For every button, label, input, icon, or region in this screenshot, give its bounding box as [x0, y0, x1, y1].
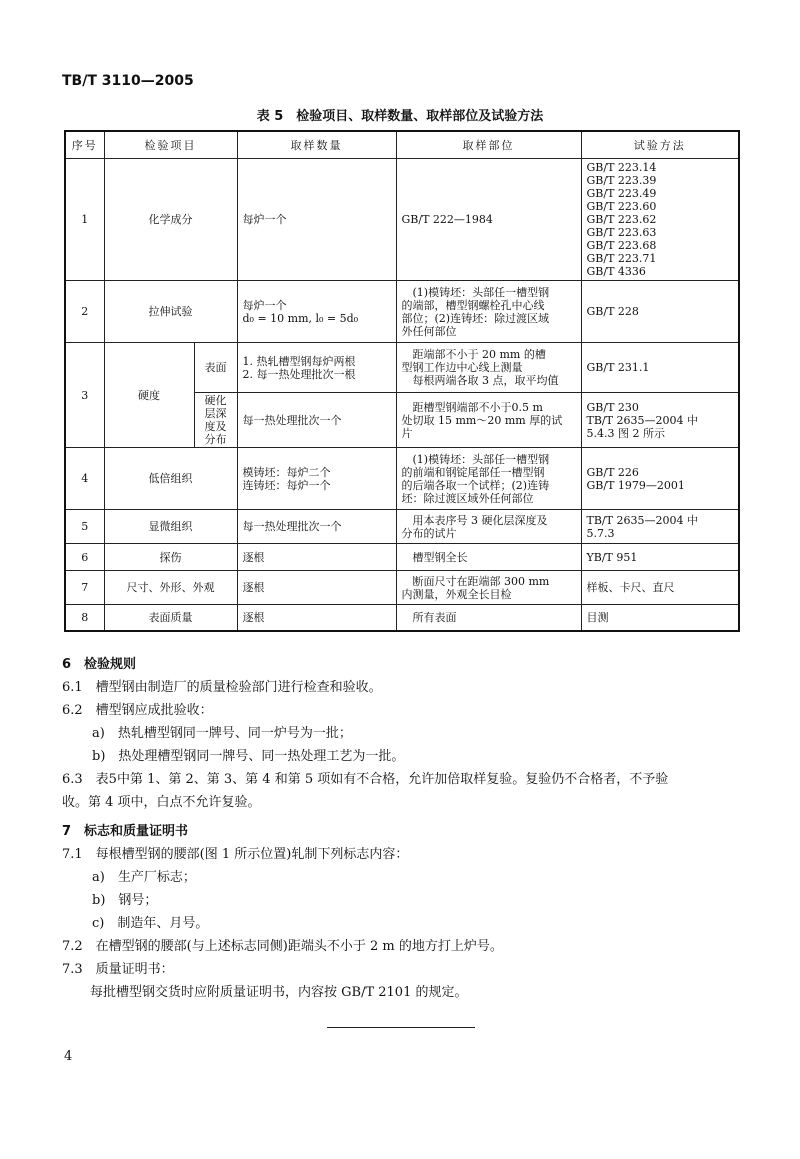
test-method — [581, 343, 739, 393]
item-group: 硬度 — [104, 343, 194, 448]
sample-location-line: GB/T 222—1984 — [401, 213, 493, 226]
test-method-line: GB/T 223.68 — [586, 239, 657, 252]
table-row — [65, 571, 739, 605]
sample-quantity — [237, 448, 396, 510]
sample-location — [396, 281, 581, 343]
sample-location-line: (1)模铸坯：头部任一槽型钢 — [401, 452, 550, 466]
test-method-line: 5.7.3 — [586, 526, 615, 540]
clause-7-3-text: 每批槽型钢交货时应附质量证明书，内容按 GB/T 2101 的规定。 — [90, 984, 468, 1000]
sample-location-line: 的端部，槽型钢螺栓孔中心线 — [401, 298, 545, 312]
table-header-row — [65, 131, 739, 159]
section-6-heading: 6 检验规则 — [62, 656, 137, 672]
test-method-line: GB/T 223.49 — [586, 187, 657, 200]
test-method — [581, 544, 739, 571]
table-row — [65, 605, 739, 631]
column-header: 取样部位 — [396, 131, 581, 159]
column-header: 取样数量 — [237, 131, 396, 159]
clause-7-3: 7.3 质量证明书： — [62, 961, 174, 977]
inspection-item: 表面质量 — [104, 605, 237, 631]
sample-location — [396, 605, 581, 631]
sample-location-line: 外任何部位 — [401, 324, 457, 338]
clause-7-2: 7.2 在槽型钢的腰部(与上述标志同侧)距端头不小于 2 m 的地方打上炉号。 — [62, 938, 503, 954]
inspection-item: 硬化层深度及分布 — [194, 393, 237, 448]
clause-6-2: 6.2 槽型钢应成批验收： — [62, 702, 213, 718]
sample-quantity — [237, 571, 396, 605]
column-header: 序号 — [65, 131, 104, 159]
test-method-line: 样板、卡尺、直尺 — [586, 581, 675, 594]
test-method — [581, 571, 739, 605]
row-number: 3 — [65, 343, 104, 448]
sample-quantity-line: 模铸坯：每炉二个 — [242, 465, 331, 479]
sample-location-line: 片 — [401, 426, 413, 440]
sample-location — [396, 393, 581, 448]
sample-location-line: 的前端和钢锭尾部任一槽型钢 — [401, 465, 545, 479]
row-number: 7 — [65, 571, 104, 605]
sample-location-line: 断面尺寸在距端部 300 mm — [401, 574, 550, 588]
test-method-line: GB/T 223.62 — [586, 213, 657, 226]
row-number: 8 — [65, 605, 104, 631]
sample-location — [396, 510, 581, 544]
table-row — [65, 544, 739, 571]
test-method-line: GB/T 1979—2001 — [586, 478, 685, 492]
clause-6-3-cont: 收。第 4 项中，白点不允许复验。 — [62, 794, 261, 810]
sample-location-line: 所有表面 — [401, 610, 457, 624]
sample-location-line: 型钢工作边中心线上测量 — [401, 361, 523, 374]
row-number: 5 — [65, 510, 104, 544]
inspection-item: 显微组织 — [104, 510, 237, 544]
sample-location-line: 内测量，外观全长目检 — [401, 587, 512, 601]
test-method-line: YB/T 951 — [586, 550, 638, 564]
sample-location-line: 分布的试片 — [401, 526, 457, 540]
sample-quantity — [237, 281, 396, 343]
sample-quantity-line: 每一热处理批次一个 — [242, 413, 342, 427]
sample-quantity — [237, 605, 396, 631]
test-method-line: 5.4.3 图 2 所示 — [586, 426, 665, 440]
table-row — [65, 510, 739, 544]
test-method — [581, 159, 739, 281]
row-number: 6 — [65, 544, 104, 571]
inspection-item: 探伤 — [104, 544, 237, 571]
test-method-line: GB/T 228 — [586, 305, 639, 318]
clause-6-1: 6.1 槽型钢由制造厂的质量检验部门进行检查和验收。 — [62, 679, 382, 695]
sample-quantity-line: 逐根 — [242, 550, 265, 564]
sample-quantity — [237, 544, 396, 571]
sample-location-line: 距端部不小于 20 mm 的槽 — [401, 348, 546, 361]
sample-location — [396, 544, 581, 571]
sample-quantity — [237, 343, 396, 393]
clause-6-2-a: a) 热轧槽型钢同一牌号、同一炉号为一批； — [92, 725, 352, 741]
column-header: 试验方法 — [581, 131, 739, 159]
sample-quantity-line: 每炉一个 — [242, 298, 287, 312]
row-number: 2 — [65, 281, 104, 343]
test-method-line: GB/T 223.60 — [586, 200, 657, 213]
sample-quantity — [237, 159, 396, 281]
sample-location — [396, 159, 581, 281]
sample-location-line: 处切取 15 mm～20 mm 厚的试 — [401, 413, 563, 427]
inspection-item: 表面 — [194, 343, 237, 393]
table-row — [65, 343, 739, 393]
clause-7-1-c: c) 制造年、月号。 — [92, 915, 209, 931]
row-number: 1 — [65, 159, 104, 281]
test-method — [581, 605, 739, 631]
table-row — [65, 159, 739, 281]
sample-location-line: 坯：除过渡区域外任何部位 — [401, 491, 534, 505]
table-row — [65, 448, 739, 510]
sample-quantity-line: 逐根 — [242, 610, 265, 624]
test-method-line: GB/T 226 — [586, 465, 639, 479]
standard-header: TB/T 3110—2005 — [62, 73, 194, 89]
sample-quantity-line: d₀ = 10 mm, l₀ = 5d₀ — [242, 311, 359, 325]
sample-location — [396, 571, 581, 605]
sample-quantity — [237, 510, 396, 544]
table-row — [65, 281, 739, 343]
column-header: 检验项目 — [104, 131, 237, 159]
sample-location — [396, 448, 581, 510]
sample-location-line: 槽型钢全长 — [401, 550, 468, 564]
sample-quantity — [237, 393, 396, 448]
clause-7-1-b: b) 钢号； — [92, 892, 158, 908]
sample-quantity-line: 1. 热轧槽型钢每炉两根 — [242, 354, 356, 368]
test-method-line: TB/T 2635—2004 中 — [586, 513, 698, 527]
sample-location-line: 每根两端各取 3 点，取平均值 — [401, 374, 559, 387]
test-method — [581, 393, 739, 448]
sample-location-line: 距槽型钢端部不小于0.5 m — [401, 400, 543, 414]
inspection-item: 化学成分 — [104, 159, 237, 281]
test-method-line: GB/T 223.39 — [586, 174, 657, 187]
sample-quantity-line: 每一热处理批次一个 — [242, 520, 342, 533]
sample-location-line: (1)模铸坯：头部任一槽型钢 — [401, 285, 550, 299]
table-caption: 表 5 检验项目、取样数量、取样部位及试验方法 — [256, 109, 544, 124]
sample-quantity-line: 2. 每一热处理批次一根 — [242, 367, 356, 381]
inspection-item: 低倍组织 — [104, 448, 237, 510]
test-method-line: GB/T 4336 — [586, 265, 646, 278]
section-7-heading: 7 标志和质量证明书 — [62, 823, 189, 839]
clause-6-3: 6.3 表5中第 1、第 2、第 3、第 4 和第 5 项如有不合格，允许加倍取样复验。复验仍不合格者，不予验 — [62, 771, 669, 787]
test-method — [581, 281, 739, 343]
test-method-line: GB/T 223.63 — [586, 226, 657, 239]
sample-location-line: 用本表序号 3 硬化层深度及 — [401, 513, 548, 527]
sample-location — [396, 343, 581, 393]
test-method-line: GB/T 230 — [586, 400, 639, 414]
sample-quantity-line: 连铸坯：每炉一个 — [242, 478, 331, 492]
sample-location-line: 的后端各取一个试样；(2)连铸 — [401, 478, 550, 492]
test-method-line: GB/T 223.71 — [586, 252, 657, 265]
end-rule — [327, 1027, 475, 1028]
test-method-line: GB/T 223.14 — [586, 161, 657, 174]
sample-quantity-line: 每炉一个 — [242, 213, 287, 226]
clause-6-2-b: b) 热处理槽型钢同一牌号、同一热处理工艺为一批。 — [92, 748, 405, 764]
sample-location-line: 部位；(2)连铸坯：除过渡区域 — [401, 311, 550, 325]
inspection-item: 尺寸、外形、外观 — [104, 571, 237, 605]
clause-7-1: 7.1 每根槽型钢的腰部(图 1 所示位置)轧制下列标志内容： — [62, 846, 409, 862]
test-method — [581, 448, 739, 510]
test-method — [581, 510, 739, 544]
test-method-line: GB/T 231.1 — [586, 361, 650, 374]
clause-7-1-a: a) 生产厂标志； — [92, 869, 196, 885]
inspection-item: 拉伸试验 — [104, 281, 237, 343]
test-method-line: 目测 — [586, 610, 609, 624]
test-method-line: TB/T 2635—2004 中 — [586, 413, 698, 427]
page-number: 4 — [64, 1048, 73, 1064]
sample-quantity-line: 逐根 — [242, 581, 265, 594]
inspection-table — [64, 130, 740, 632]
row-number: 4 — [65, 448, 104, 510]
